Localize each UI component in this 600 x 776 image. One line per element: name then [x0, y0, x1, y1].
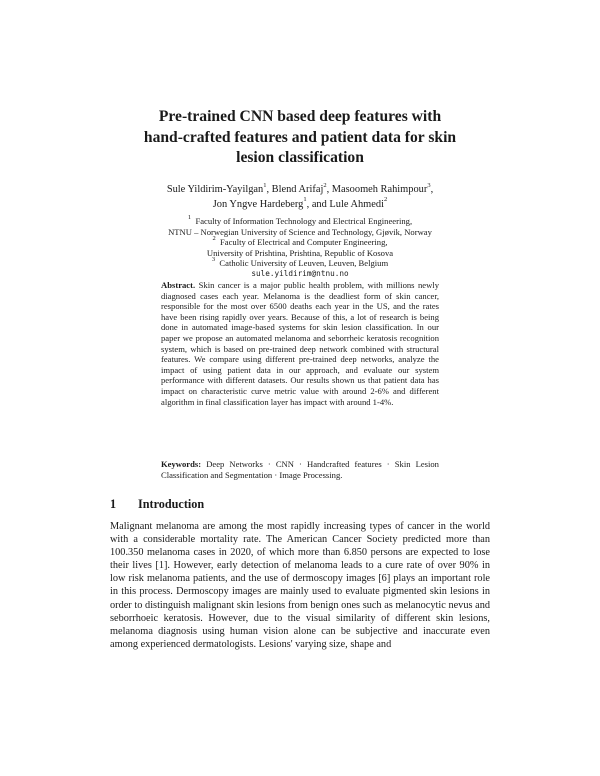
affil-text: University of Prishtina, Prishtina, Republic of Kosova [206, 247, 394, 258]
keywords-label: Keywords: [161, 459, 202, 469]
affiliations [100, 216, 500, 279]
affiliation-2 [100, 237, 500, 248]
author-affil-mark: 1 [263, 181, 267, 189]
author-name: Sule Yildirim-Yayilgan [166, 184, 264, 195]
keywords-text: Deep Networks · CNN · Handcrafted features · Skin Lesion Classification and Segmentation · Image Processing. [161, 459, 439, 480]
paper-title [100, 107, 500, 169]
email-link[interactable]: sule.yildirim@ntnu.no [251, 268, 349, 278]
section-heading [110, 497, 204, 512]
author-separator: , and [306, 198, 330, 210]
author-name: Masoomeh Rahimpour [331, 184, 428, 195]
author-affil-mark: 3 [427, 181, 431, 189]
affil-mark: 1 [187, 214, 192, 222]
abstract-text: Skin cancer is a major public health problem, with millions newly diagnosed cases each year. Melanoma is the deadliest form of skin cancer, responsible for the most over 6500 deaths each year in the US, and the rates have been rising rapidly over years. Because of this, a lot of research is being done in automated image-based systems for skin lesion classification. In our paper we propose an automated melanoma and seborrheic keratosis recognition system, which is based on pre-trained deep network combined with structural features. We compare using different pre-trained deep networks, analyze the impact of using patient data in our approach, and evaluate our system performance with different datasets. Our results shown us that patient data has impact on characteristic curve metric value with around 2-6% and different algorithm in final classification layer has impact with around 1-4%. [161, 280, 439, 407]
author-separator: , [326, 184, 332, 195]
title-line: hand-crafted features and patient data for skin [143, 128, 457, 146]
author-name: Lule Ahmedi [329, 198, 384, 210]
author-affil-mark: 2 [323, 181, 327, 189]
affil-mark: 2 [212, 235, 216, 243]
author-name: Blend Arifaj [271, 184, 324, 195]
keywords [161, 459, 439, 480]
affil-text: Faculty of Electrical and Computer Engineering, [220, 237, 388, 247]
author-affil-mark: 1 [303, 196, 307, 204]
intro-paragraph: Malignant melanoma are among the most rapidly increasing types of cancer in the world with a considerable mortality rate. The American Cancer Society predicted more than 100.350 melanoma cases in 2020, of which more than 6.850 persons are expected to lose their lives [1]. However, early detection of melanoma leads to a cure rate of over 90% in low risk melanoma patients, and the use of dermoscopy images [6] plays an important role in this process. Dermoscopy images are mainly used to evaluate pigmented skin lesions in order to distinguish malignant skin lesions from benign ones such as melanocytic nevus and seborrhoeic keratosis. However, due to the visual similarity of different skin lesions, melanoma diagnosis using human vision alone can be subjective and inaccurate even among experienced dermatologists. Lesions' varying size, shape and [110, 521, 490, 650]
section-title: Introduction [138, 497, 205, 511]
affil-text: Faculty of Information Technology and Electrical Engineering, [195, 216, 413, 226]
affil-text: NTNU – Norwegian University of Science and Technology, Gjøvik, Norway [168, 226, 432, 237]
title-line: Pre-trained CNN based deep features with [158, 108, 442, 125]
affiliation-1 [100, 216, 500, 227]
abstract [161, 280, 439, 407]
affil-text: Catholic University of Leuven, Leuven, Belgium [219, 258, 389, 268]
abstract-label: Abstract. [161, 280, 196, 290]
author-separator: , [266, 184, 272, 195]
section-number: 1 [110, 497, 117, 511]
author-affil-mark: 2 [383, 196, 388, 204]
title-line: lesion classification [236, 149, 364, 166]
affiliation-3 [100, 258, 500, 269]
author-list [120, 183, 480, 212]
author-separator: , [430, 184, 434, 195]
affil-mark: 3 [211, 256, 216, 264]
author-name: Jon Yngve Hardeberg [212, 198, 304, 210]
